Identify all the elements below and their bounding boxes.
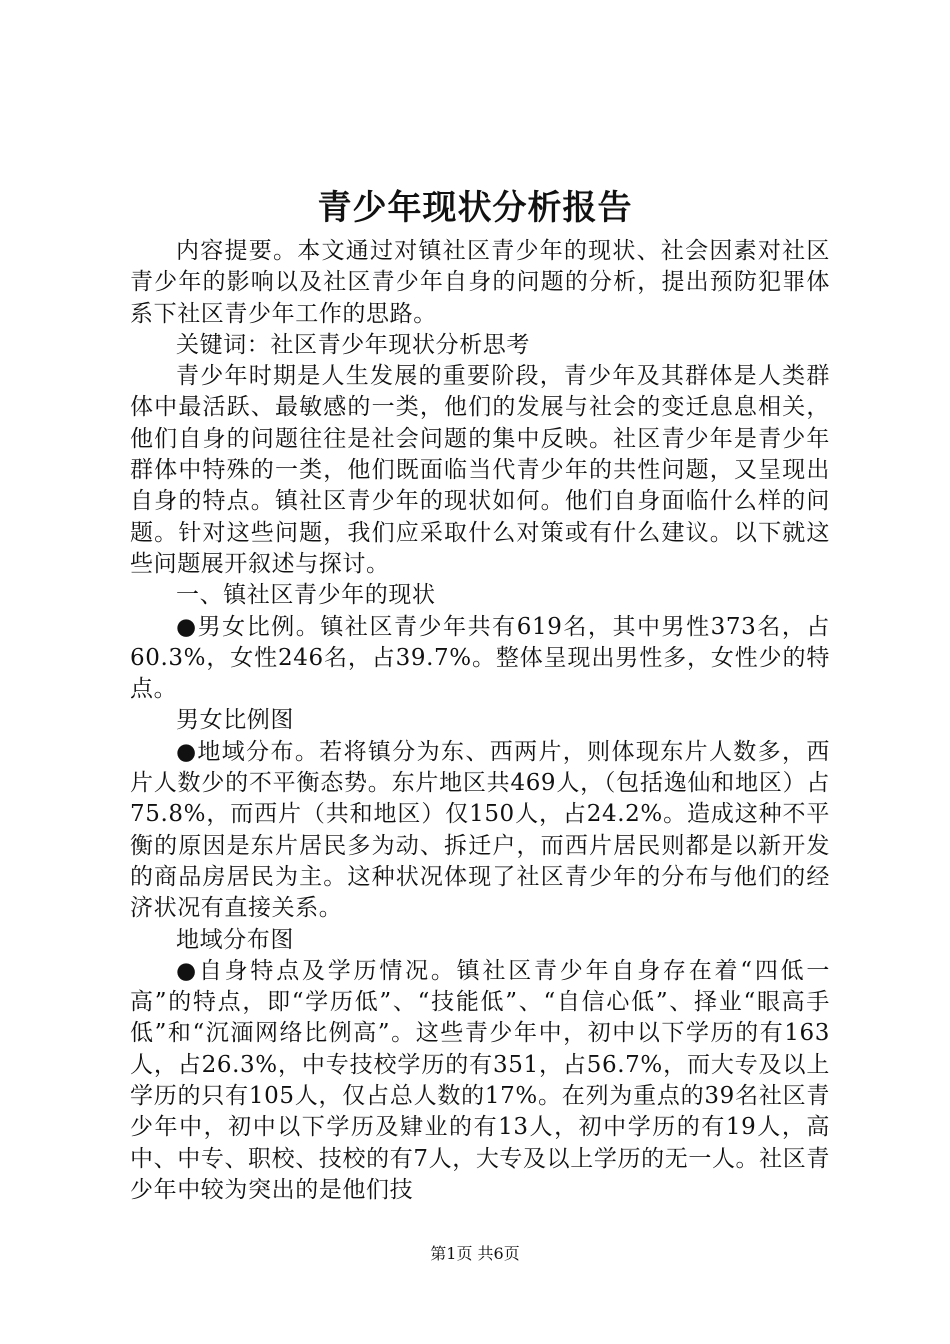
education-paragraph: ●自身特点及学历情况。镇社区青少年自身存在着“四低一高”的特点，即“学历低”、“技能低”、“自信心低”、择业“眼高手低”和“沉湎网络比例高”。这些青少年中，初中以下学历的有163人，占26.3%，中专技校学历的有351，占56.7%，而大专及以上学历的只有105人，仅占总人数的17%。在列为重点的39名社区青少年中，初中以下学历及肄业的有13人，初中学历的有19人，高中、中专、职校、技校的有7人，大专及以上学历的无一人。社区青少年中较为突出的是他们技 [130, 957, 830, 1203]
intro-paragraph: 青少年时期是人生发展的重要阶段，青少年及其群体是人类群体中最活跃、最敏感的一类，他们的发展与社会的变迁息息相关，他们自身的问题往往是社会问题的集中反映。社区青少年是青少年群体中特殊的一类，他们既面临当代青少年的共性问题，又呈现出自身的特点。镇社区青少年的现状如何。他们自身面临什么样的问题。针对这些问题，我们应采取什么对策或有什么建议。以下就这些问题展开叙述与探讨。 [130, 363, 830, 577]
gender-ratio-figure-caption: 男女比例图 [176, 707, 294, 734]
document-title: 青少年现状分析报告 [317, 188, 633, 228]
gender-ratio-paragraph: ●男女比例。镇社区青少年共有619名，其中男性373名，占60.3%，女性246名，占39.7%。整体呈现出男性多，女性少的特点。 [130, 613, 830, 703]
document-body [130, 236, 830, 1206]
regional-distribution-paragraph: ●地域分布。若将镇分为东、西两片，则体现东片人数多，西片人数少的不平衡态势。东片地区共469人，（包括逸仙和地区）占75.8%，而西片（共和地区）仅150人，占24.2%。造成这种不平衡的原因是东片居民多为动、拆迁户，而西片居民则都是以新开发的商品房居民为主。这种状况体现了社区青少年的分布与他们的经济状况有直接关系。 [130, 738, 830, 922]
regional-distribution-figure-caption: 地域分布图 [176, 926, 294, 953]
section-heading: 一、镇社区青少年的现状 [176, 582, 436, 609]
keywords-paragraph: 关键词：社区青少年现状分析思考 [176, 331, 530, 358]
abstract-paragraph: 内容提要。本文通过对镇社区青少年的现状、社会因素对社区青少年的影响以及社区青少年自身的问题的分析，提出预防犯罪体系下社区青少年工作的思路。 [130, 238, 830, 327]
page-footer: 第1页 共6页 [430, 1244, 520, 1263]
